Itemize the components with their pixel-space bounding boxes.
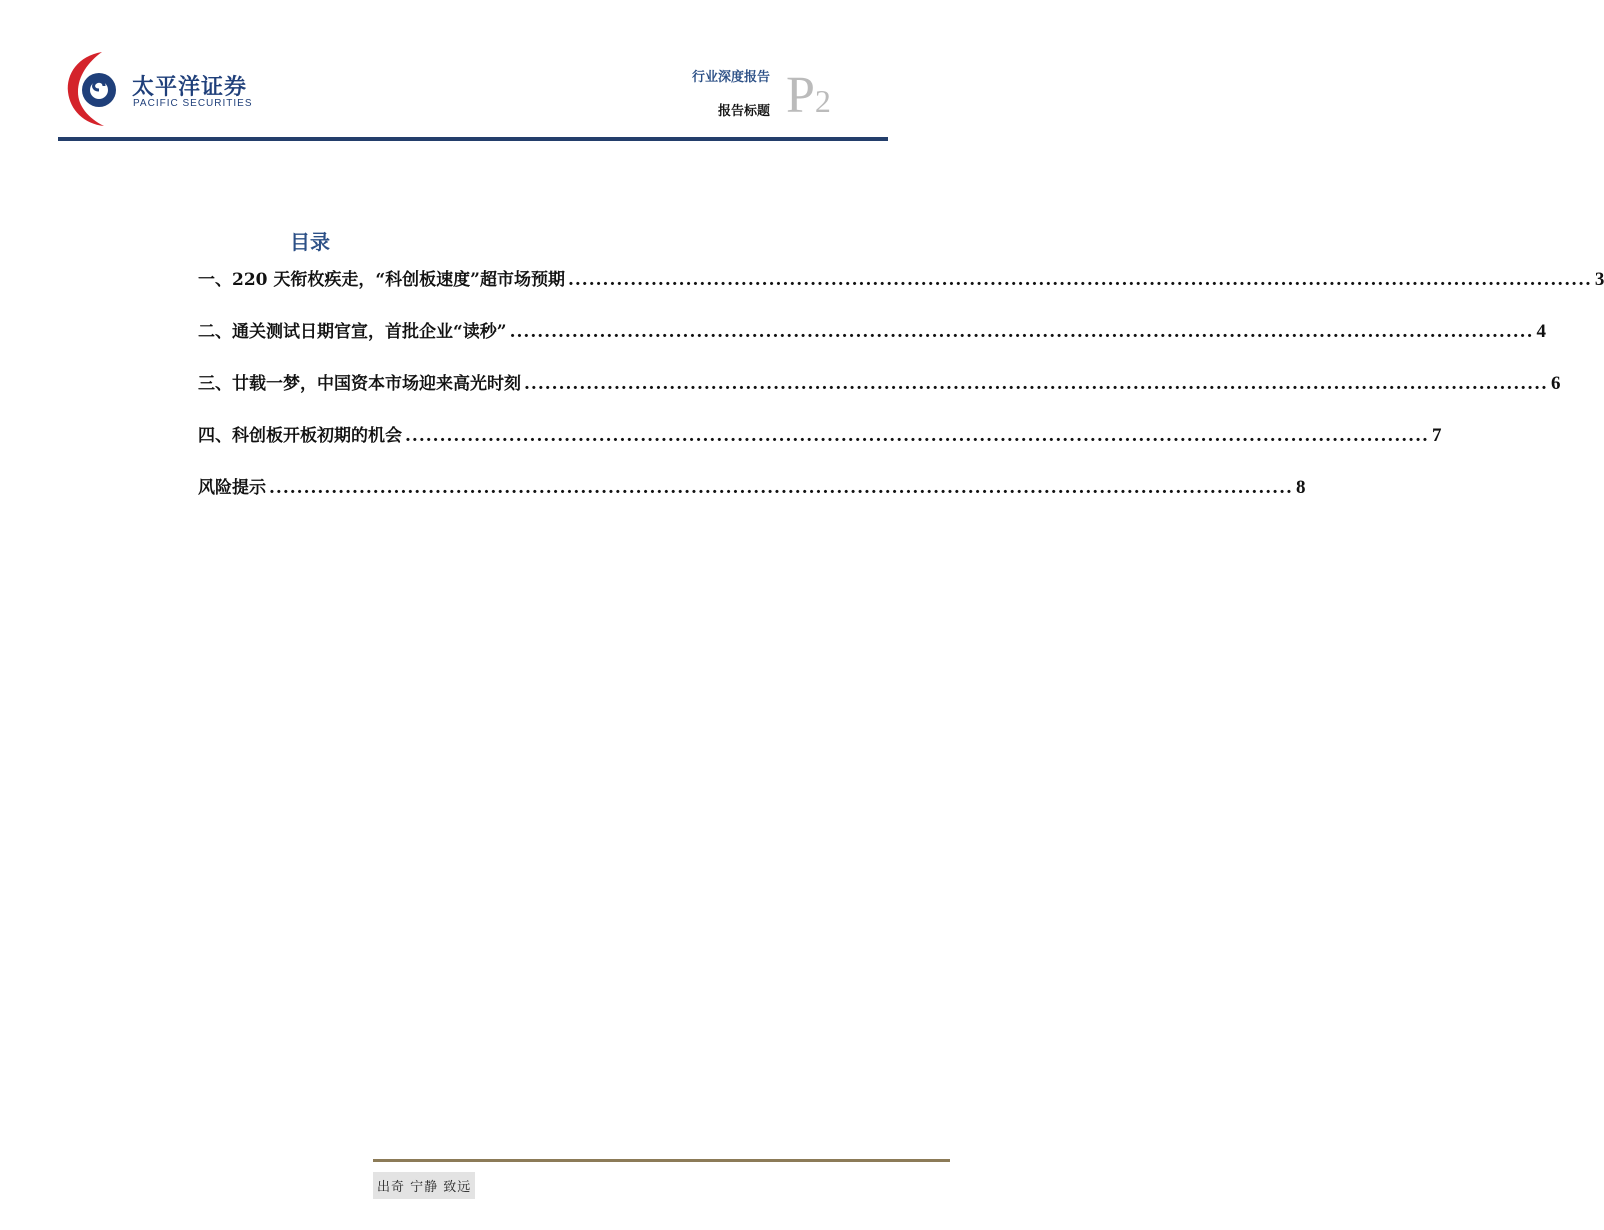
toc-entry-text: 四、科创板开板初期的机会: [198, 426, 402, 446]
footer-divider: [373, 1159, 950, 1162]
toc-entry-page: 6: [1550, 373, 1561, 394]
pacific-securities-emblem-icon: [64, 48, 128, 128]
header-divider: [58, 137, 888, 141]
page-digit: 2: [814, 83, 831, 119]
toc-entry[interactable]: [198, 316, 1546, 368]
report-title: 报告标题: [717, 104, 770, 119]
toc-entry[interactable]: [198, 472, 1306, 524]
toc-entry-text: 风险提示: [198, 478, 266, 498]
report-type: 行业深度报告: [691, 70, 770, 85]
page-letter: P: [786, 67, 815, 124]
logo-chinese-name: 太平洋证券: [132, 75, 248, 100]
toc-entry-text: 三、廿载一梦，中国资本市场迎来高光时刻: [198, 374, 521, 394]
toc-entry-page: 3: [1594, 269, 1604, 290]
toc-entry-page: 4: [1536, 321, 1546, 342]
table-of-contents: [198, 264, 1604, 524]
toc-leader: ....................................................................................................................................................: [405, 426, 1429, 446]
company-logo: [64, 48, 254, 128]
footer-motto: 出奇 宁静 致远: [373, 1172, 475, 1199]
toc-entry-page: 8: [1295, 477, 1306, 498]
toc-entry[interactable]: [198, 420, 1442, 472]
toc-leader: ....................................................................................................................................................: [524, 374, 1548, 394]
toc-title: 目录: [290, 230, 330, 254]
toc-entry[interactable]: [198, 368, 1561, 420]
logo-english-name: PACIFIC SECURITIES: [133, 98, 253, 109]
toc-entry-text: 二、通关测试日期官宣，首批企业“读秒”: [198, 322, 507, 342]
page-number: [786, 67, 831, 124]
toc-leader: ....................................................................................................................................................: [567, 270, 1592, 290]
toc-leader: ....................................................................................................................................................: [269, 478, 1293, 498]
toc-entry-text: 一、220 天衔枚疾走，“科创板速度”超市场预期: [198, 270, 565, 290]
toc-entry-page: 7: [1431, 425, 1442, 446]
toc-leader: ....................................................................................................................................................: [509, 322, 1534, 342]
toc-entry[interactable]: [198, 264, 1604, 316]
